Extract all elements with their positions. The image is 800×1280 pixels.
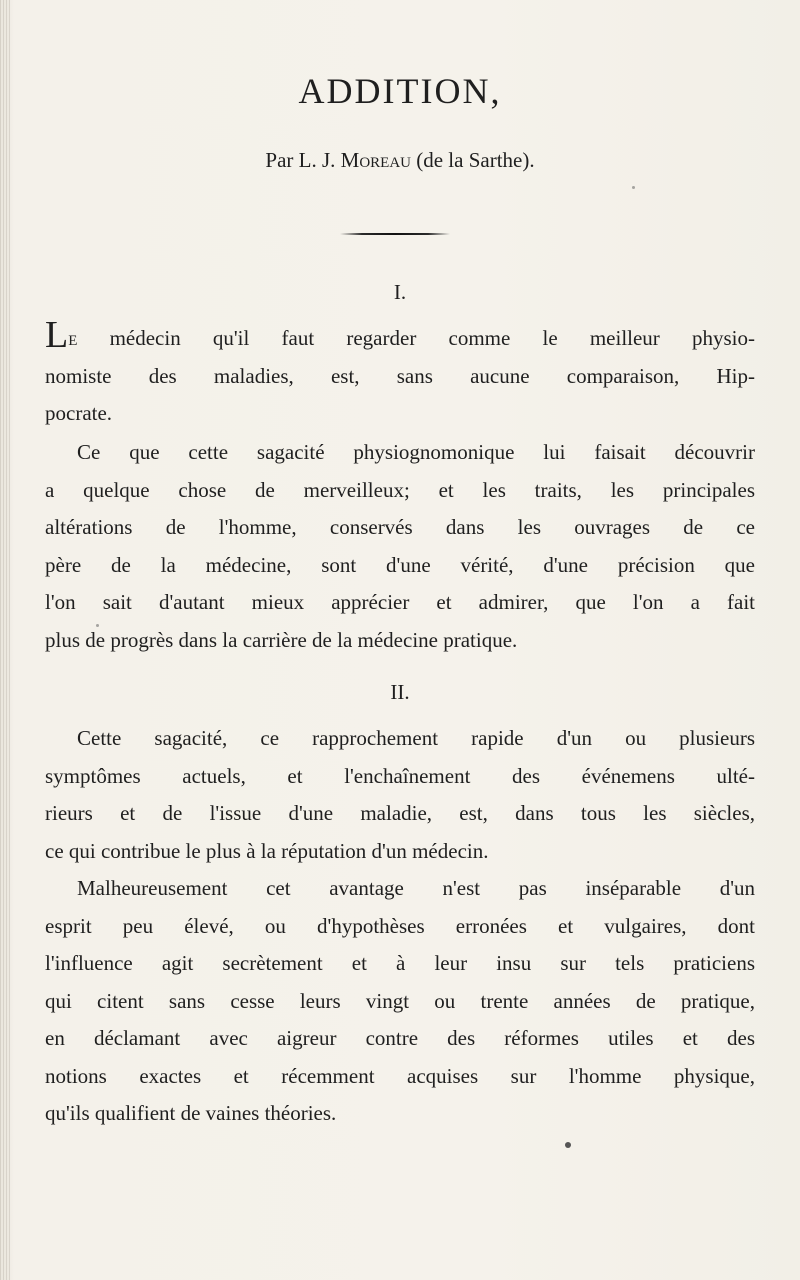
byline-prefix: Par L. J. <box>265 148 341 172</box>
byline <box>0 148 800 173</box>
section-number-1: I. <box>393 280 407 304</box>
drop-cap: L <box>45 314 69 356</box>
paragraph-line: qu'ils qualifient de vaines théories. <box>45 1101 337 1125</box>
byline-author: Moreau <box>340 148 411 172</box>
paragraph-line: plus de progrès dans la carrière de la médecine pratique. <box>45 627 518 652</box>
section-2-paragraph-1 <box>45 720 755 870</box>
drop-cap-rest: e <box>68 326 78 350</box>
paragraph-line: ce qui contribue le plus à la réputation d'un médecin. <box>45 838 489 863</box>
paragraph-line: l'on sait d'autant mieux apprécier et admirer, que l'on a fait <box>45 590 755 614</box>
paragraph-line: père de la médecine, sont d'une vérité, d'une précision que <box>45 552 755 577</box>
paper-speck <box>632 186 635 189</box>
paper-speck <box>96 624 99 627</box>
section-2-paragraph-2 <box>45 870 755 1133</box>
paragraph-line: en déclamant avec aigreur contre des réformes utiles et des <box>45 1026 755 1050</box>
section-number-2: II. <box>390 680 410 704</box>
paragraph-line: Cette sagacité, ce rapprochement rapide d'un ou plusieurs <box>77 726 755 750</box>
section-1-paragraph-1 <box>45 314 755 433</box>
paragraph-line: Malheureusement cet avantage n'est pas inséparable d'un <box>77 876 755 900</box>
paragraph-line <box>45 314 755 358</box>
byline-suffix: (de la Sarthe). <box>410 148 535 172</box>
paper-speck <box>565 1142 571 1148</box>
page-title: ADDITION, <box>298 71 502 111</box>
ornamental-rule <box>340 233 450 235</box>
line-text: médecin qu'il faut regarder comme le meilleur physio- <box>77 326 755 350</box>
paragraph-line: a quelque chose de merveilleux; et les traits, les principales <box>45 477 755 502</box>
paragraph-line: notions exactes et récemment acquises sur l'homme physique, <box>45 1063 755 1088</box>
paragraph-line: symptômes actuels, et l'enchaînement des événemens ulté- <box>45 763 755 788</box>
paragraph-line: rieurs et de l'issue d'une maladie, est, dans tous les siècles, <box>45 801 755 825</box>
paragraph-line: esprit peu élevé, ou d'hypothèses erronées et vulgaires, dont <box>45 913 755 938</box>
paragraph-line: nomiste des maladies, est, sans aucune comparaison, Hip- <box>45 363 755 388</box>
paragraph-line: qui citent sans cesse leurs vingt ou trente années de pratique, <box>45 988 755 1013</box>
section-1-paragraph-2 <box>45 434 755 659</box>
page-gutter <box>0 0 10 1280</box>
paragraph-line: Ce que cette sagacité physiognomonique lui faisait découvrir <box>77 440 755 464</box>
paragraph-line: altérations de l'homme, conservés dans les ouvrages de ce <box>45 515 755 539</box>
paragraph-line: pocrate. <box>45 401 113 425</box>
paragraph-line: l'influence agit secrètement et à leur insu sur tels praticiens <box>45 951 755 975</box>
